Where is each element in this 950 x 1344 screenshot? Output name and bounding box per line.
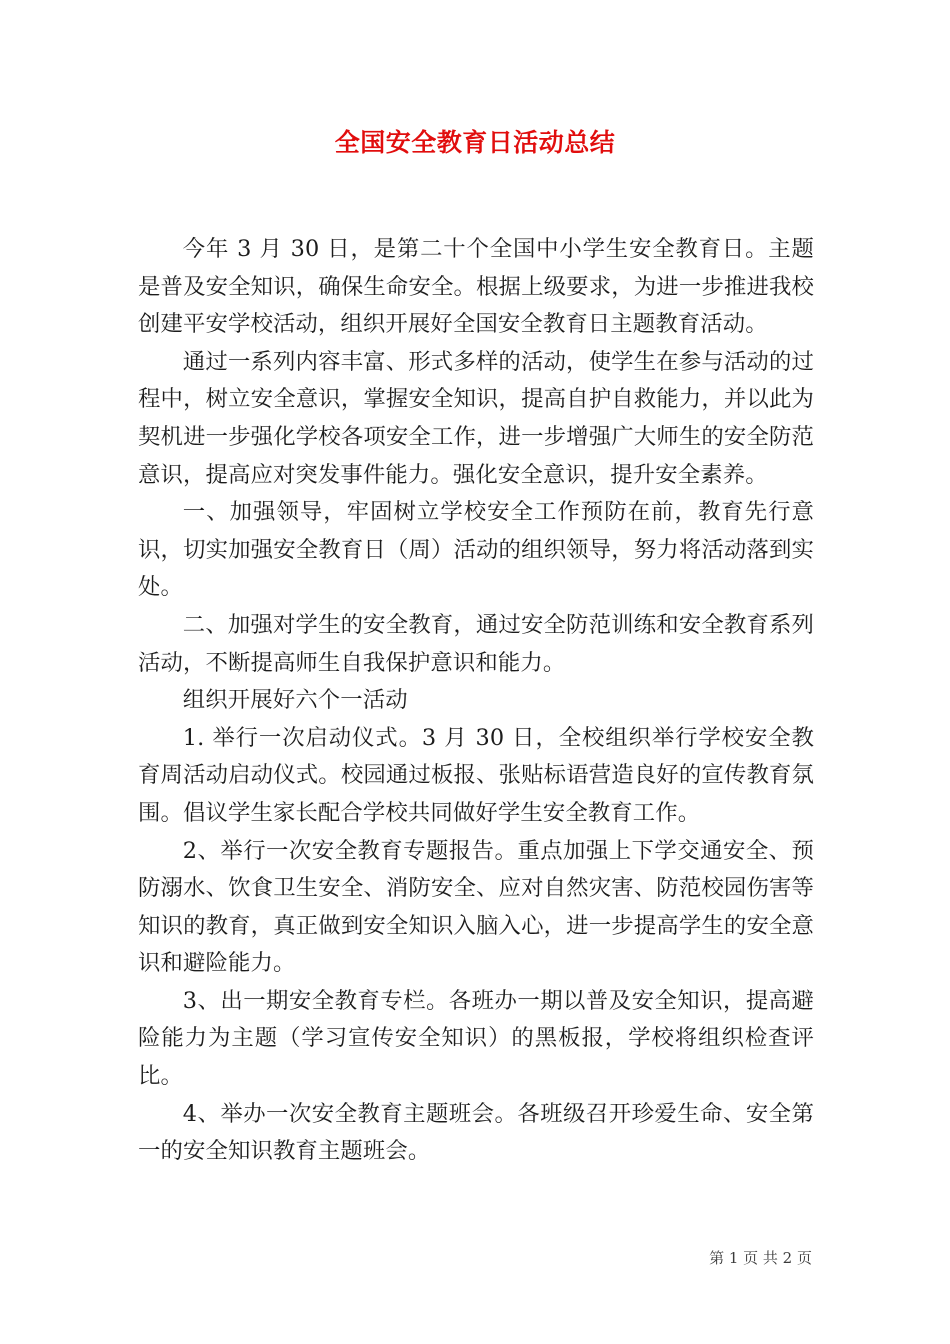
paragraph-activity-item-3: 3、出一期安全教育专栏。各班办一期以普及安全知识，提高避险能力为主题（学习宣传安全知识）的黑板报，学校将组织检查评比。 xyxy=(138,987,814,1090)
document-body xyxy=(138,231,814,1171)
page-title: 全国安全教育日活动总结 xyxy=(334,128,616,157)
paragraph-section-one: 一、加强领导，牢固树立学校安全工作预防在前，教育先行意识，切实加强安全教育日（周）活动的组织领导，努力将活动落到实处。 xyxy=(138,499,814,601)
paragraph-overview: 通过一系列内容丰富、形式多样的活动，使学生在参与活动的过程中，树立安全意识，掌握安全知识，提高自护自救能力，并以此为契机进一步强化学校各项安全工作，进一步增强广大师生的安全防范意识，提高应对突发事件能力。强化安全意识，提升安全素养。 xyxy=(138,348,814,488)
page-footer: 第 1 页 共 2 页 xyxy=(709,1249,812,1267)
paragraph-activity-heading: 组织开展好六个一活动 xyxy=(182,687,408,714)
paragraph-section-two: 二、加强对学生的安全教育，通过安全防范训练和安全教育系列活动，不断提高师生自我保护意识和能力。 xyxy=(138,611,814,676)
paragraph-activity-item-4: 4、举办一次安全教育主题班会。各班级召开珍爱生命、安全第一的安全知识教育主题班会。 xyxy=(138,1100,814,1165)
paragraph-intro: 今年 3 月 30 日，是第二十个全国中小学生安全教育日。主题是普及安全知识，确保生命安全。根据上级要求，为进一步推进我校创建平安学校活动，组织开展好全国安全教育日主题教育活动。 xyxy=(138,236,814,338)
paragraph-activity-item-2: 2、举行一次安全教育专题报告。重点加强上下学交通安全、预防溺水、饮食卫生安全、消防安全、应对自然灾害、防范校园伤害等知识的教育，真正做到安全知识入脑入心，进一步提高学生的安全意识和避险能力。 xyxy=(138,837,814,977)
paragraph-activity-item-1: 1. 举行一次启动仪式。3 月 30 日，全校组织举行学校安全教育周活动启动仪式。校园通过板报、张贴标语营造良好的宣传教育氛围。倡议学生家长配合学校共同做好学生安全教育工作。 xyxy=(138,724,814,826)
